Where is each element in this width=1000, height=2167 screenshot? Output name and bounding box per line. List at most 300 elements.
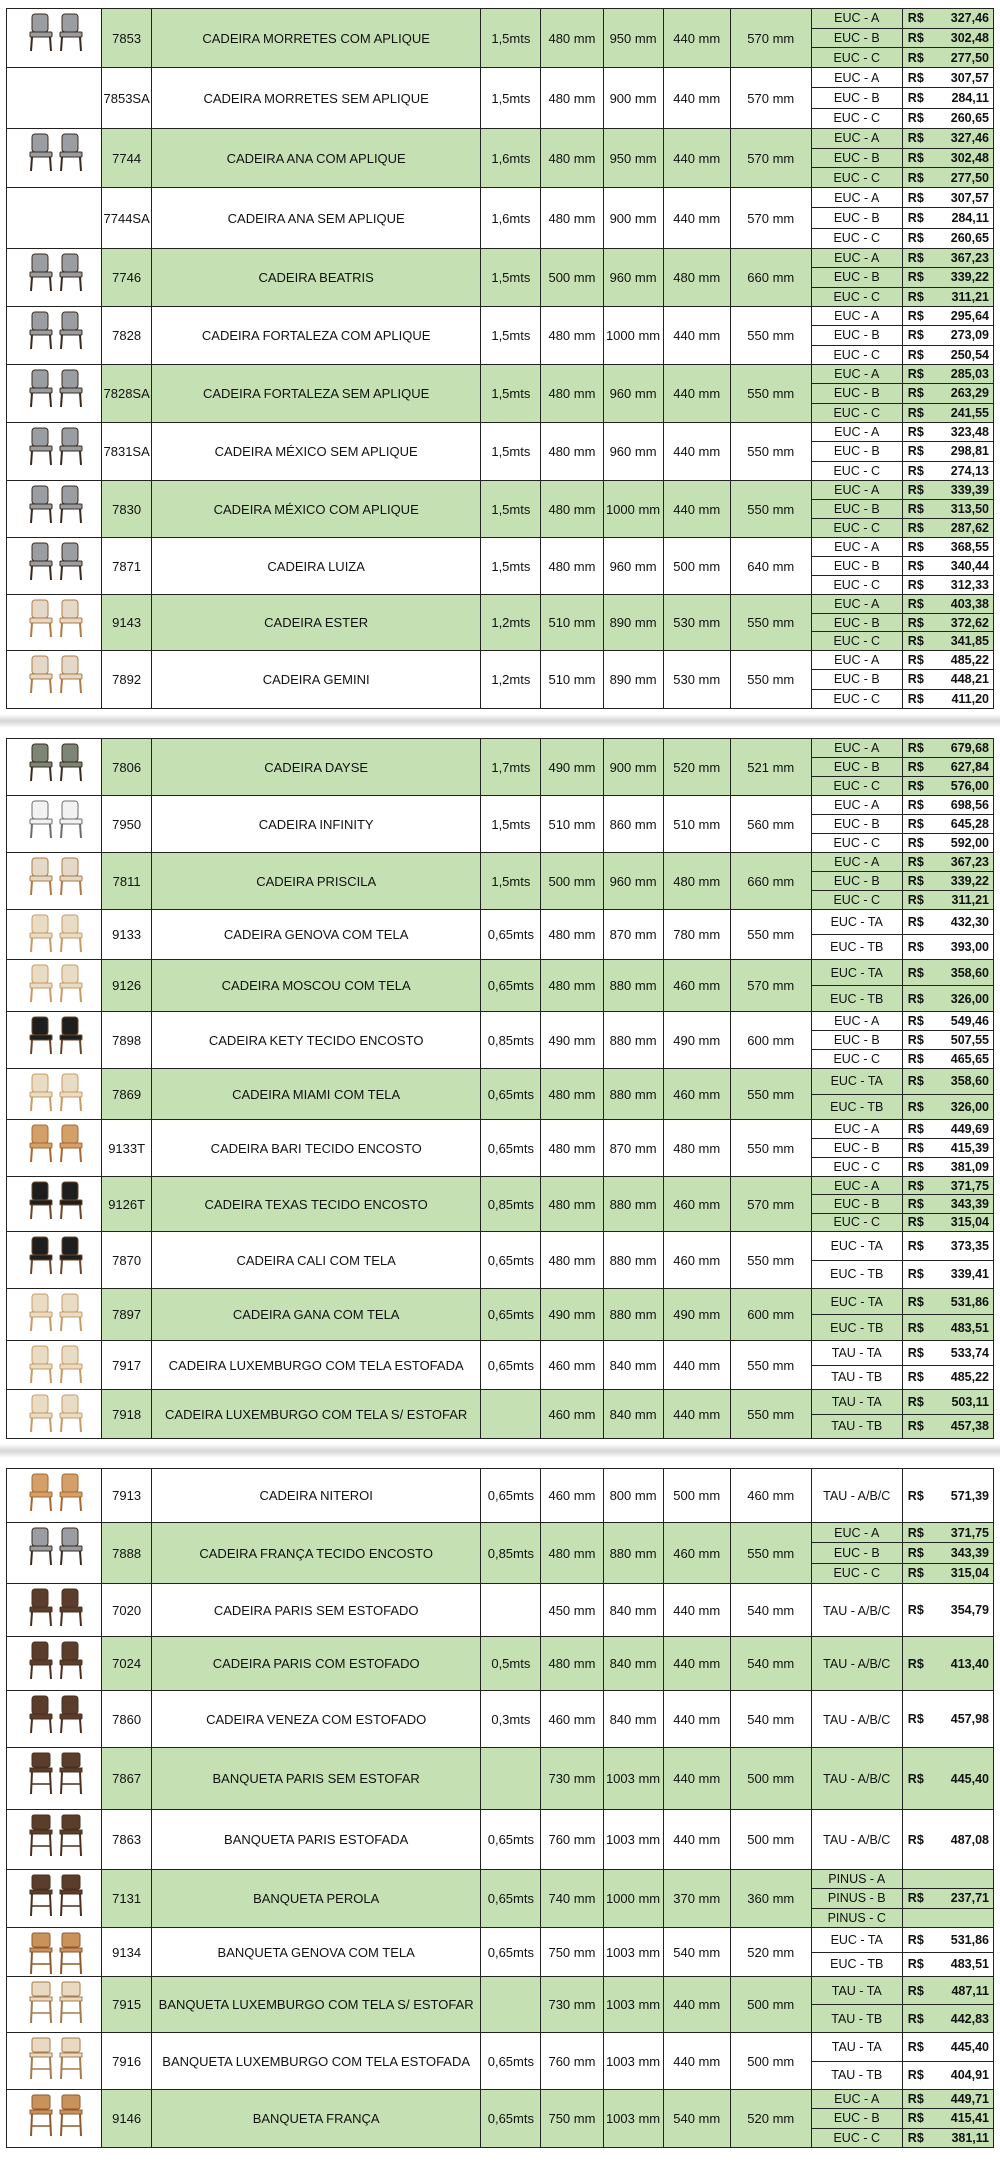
price-value: [903, 1289, 993, 1315]
product-name: CADEIRA MÉXICO SEM APLIQUE: [151, 423, 480, 481]
currency-label: R$: [907, 502, 924, 516]
currency-label: R$: [907, 817, 924, 831]
price-class: EUC - C: [833, 1160, 880, 1174]
product-image-cell: [7, 481, 102, 538]
price-class: EUC - C: [833, 1215, 880, 1230]
product-image-cell: [7, 1012, 102, 1069]
currency-label: R$: [907, 231, 924, 246]
price-amount: 372,62: [950, 615, 989, 630]
product-code: 9133: [102, 910, 152, 960]
price-table: [6, 1468, 994, 2148]
product-name: CADEIRA LUIZA: [151, 538, 480, 595]
currency-label: R$: [907, 1419, 924, 1434]
altura-value: 1003 mm: [603, 1928, 663, 1977]
price-value: [903, 853, 993, 872]
price-amount: 298,81: [950, 444, 989, 459]
stool-light-wood-icon: [15, 1980, 93, 2029]
product-image-cell: [7, 1289, 102, 1341]
currency-label: R$: [907, 874, 924, 888]
price-value: [903, 1889, 993, 1908]
product-name: CADEIRA ANA COM APLIQUE: [151, 129, 480, 188]
price-amount: 237,71: [950, 1891, 989, 1906]
currency-label: R$: [907, 1160, 924, 1174]
price-amount: 531,86: [950, 1932, 989, 1947]
price-class: EUC - A: [812, 1012, 902, 1031]
price-class: EUC - TA: [812, 1232, 902, 1261]
price-amount: 339,39: [950, 483, 989, 497]
product-image-cell: [7, 1523, 102, 1584]
table-row: [7, 1469, 994, 1523]
price-amount: 403,38: [950, 596, 989, 611]
largura-value: 480 mm: [541, 960, 603, 1012]
price-value: [903, 1195, 993, 1213]
chair-light-wood-icon: [15, 913, 93, 956]
price-class: TAU - TB: [831, 1370, 883, 1385]
product-name: CADEIRA PARIS SEM ESTOFADO: [151, 1584, 480, 1637]
price-amount: 341,85: [950, 634, 989, 649]
price-amount: 307,57: [950, 70, 989, 85]
price-value-list: [903, 1069, 993, 1119]
price-class-cell: [811, 9, 902, 68]
price-value: [903, 1095, 993, 1120]
profundidade-value: 570 mm: [730, 188, 811, 249]
altura-assento-value: 540 mm: [663, 2090, 730, 2148]
product-code: 7870: [102, 1232, 152, 1289]
largura-value: 480 mm: [541, 68, 603, 129]
largura-value: 760 mm: [541, 1810, 603, 1870]
largura-value: 490 mm: [541, 1289, 603, 1341]
price-amount: 285,03: [950, 367, 989, 382]
price-value: [903, 986, 993, 1011]
product-code: 7853SA: [102, 68, 152, 129]
price-amount: 250,54: [950, 347, 989, 362]
assento-value: 1,2mts: [481, 651, 541, 709]
currency-label: R$: [907, 915, 924, 929]
profundidade-value: 550 mm: [730, 307, 811, 365]
price-class: EUC - C: [833, 289, 880, 304]
chair-light-wood-icon: [15, 1393, 93, 1435]
table-row: [7, 423, 994, 481]
product-name: CADEIRA LUXEMBURGO COM TELA S/ ESTOFAR: [151, 1390, 480, 1439]
profundidade-value: 500 mm: [730, 1810, 811, 1870]
assento-value: [481, 1584, 541, 1637]
currency-label: R$: [907, 1033, 924, 1047]
chair-gray-icon: [15, 541, 93, 591]
altura-assento-value: 540 mm: [663, 1928, 730, 1977]
product-image-cell: [7, 1637, 102, 1691]
price-value-cell: [902, 1012, 993, 1069]
assento-value: 1,7mts: [481, 739, 541, 796]
price-amount: 571,39: [950, 1488, 989, 1503]
table-row: [7, 2033, 994, 2090]
price-class: EUC - TA: [812, 910, 902, 935]
price-value-list: [903, 188, 993, 248]
price-amount: 445,40: [950, 2039, 989, 2054]
price-class-list: [812, 796, 902, 852]
altura-assento-value: 460 mm: [663, 960, 730, 1012]
price-value: [903, 1390, 993, 1415]
price-amount: 260,65: [950, 111, 989, 126]
price-class: EUC - TA: [812, 1928, 902, 1953]
product-image-cell: [7, 651, 102, 709]
price-value: [903, 462, 993, 480]
product-code: 7131: [102, 1870, 152, 1928]
product-code: 7744: [102, 129, 152, 188]
altura-assento-value: 500 mm: [663, 538, 730, 595]
price-class-cell: [811, 910, 902, 960]
price-amount: 312,33: [950, 578, 989, 592]
price-value: [903, 1543, 993, 1563]
product-name: BANQUETA LUXEMBURGO COM TELA ESTOFADA: [151, 2033, 480, 2090]
table-row: [7, 1870, 994, 1928]
price-class-list: [812, 1120, 902, 1176]
price-class-cell: [811, 188, 902, 249]
price-amount: 367,23: [950, 855, 989, 869]
largura-value: 500 mm: [541, 249, 603, 307]
price-class: EUC - B: [812, 815, 902, 834]
product-code: 7913: [102, 1469, 152, 1523]
price-class-list: [812, 1289, 902, 1340]
chair-white-icon: [15, 799, 93, 849]
price-class: EUC - B: [812, 208, 902, 228]
price-class-cell: [811, 595, 902, 651]
currency-label: R$: [907, 893, 924, 907]
price-class: EUC - A: [812, 188, 902, 208]
currency-label: R$: [907, 328, 924, 343]
price-class-list: [812, 423, 902, 480]
price-class: TAU - TB: [831, 2068, 883, 2083]
altura-value: 1000 mm: [603, 307, 663, 365]
product-name: CADEIRA MIAMI COM TELA: [151, 1069, 480, 1120]
price-value-list: [903, 1232, 993, 1288]
product-image-cell: [7, 249, 102, 307]
price-class: EUC - C: [833, 111, 880, 126]
assento-value: 1,5mts: [481, 9, 541, 68]
price-class: PINUS - C: [827, 1910, 886, 1925]
price-class-cell: [811, 1748, 902, 1810]
altura-assento-value: 440 mm: [663, 188, 730, 249]
assento-value: 0,65mts: [481, 1870, 541, 1928]
price-class: EUC - TB: [830, 1267, 884, 1282]
price-amount: 311,21: [951, 893, 989, 907]
currency-label: R$: [907, 444, 924, 459]
price-value: [903, 168, 993, 187]
largura-value: 480 mm: [541, 365, 603, 423]
price-value: [903, 1341, 993, 1366]
price-class-list: [812, 910, 902, 959]
table-row: [7, 1523, 994, 1584]
chair-wood-icon: [15, 1472, 93, 1520]
price-class-list: [812, 1177, 902, 1231]
price-amount: 327,46: [950, 131, 989, 146]
currency-label: R$: [907, 11, 924, 26]
price-amount: 549,46: [950, 1014, 989, 1028]
largura-value: 740 mm: [541, 1870, 603, 1928]
table-row: [7, 651, 994, 709]
altura-value: 960 mm: [603, 249, 663, 307]
altura-value: 880 mm: [603, 1069, 663, 1120]
chair-gray-icon: [15, 252, 93, 303]
largura-value: 500 mm: [541, 853, 603, 910]
price-value: [903, 872, 993, 891]
profundidade-value: 570 mm: [730, 129, 811, 188]
assento-value: [481, 1390, 541, 1439]
price-value-cell: [902, 796, 993, 853]
currency-label: R$: [907, 1014, 924, 1028]
altura-value: 800 mm: [603, 1469, 663, 1523]
price-class: EUC - A: [812, 853, 902, 872]
product-name: CADEIRA LUXEMBURGO COM TELA ESTOFADA: [151, 1341, 480, 1390]
currency-label: R$: [907, 151, 924, 165]
largura-value: 510 mm: [541, 595, 603, 651]
product-code: 9146: [102, 2090, 152, 2148]
largura-value: 480 mm: [541, 188, 603, 249]
table-row: [7, 9, 994, 68]
table-row: [7, 481, 994, 538]
price-value-cell: [902, 853, 993, 910]
currency-label: R$: [907, 1267, 924, 1282]
price-class-cell: [811, 538, 902, 595]
price-value: [903, 815, 993, 834]
price-value: [903, 632, 993, 650]
profundidade-value: 550 mm: [730, 1341, 811, 1390]
assento-value: 0,85mts: [481, 1523, 541, 1584]
assento-value: 1,2mts: [481, 595, 541, 651]
currency-label: R$: [907, 210, 924, 225]
price-value: [903, 1177, 993, 1195]
product-name: BANQUETA FRANÇA: [151, 2090, 480, 2148]
price-value: [903, 229, 993, 248]
price-value-cell: [902, 1928, 993, 1977]
price-amount: 404,91: [950, 2068, 989, 2083]
price-class: TAU - TA: [812, 1390, 902, 1415]
assento-value: 1,6mts: [481, 188, 541, 249]
price-table-section-1: [6, 8, 994, 709]
altura-value: 1003 mm: [603, 1977, 663, 2033]
price-class: EUC - C: [833, 2130, 880, 2145]
price-class: TAU - A/B/C: [823, 1772, 891, 1786]
largura-value: 480 mm: [541, 1637, 603, 1691]
price-class: EUC - C: [833, 405, 880, 420]
altura-assento-value: 440 mm: [663, 2033, 730, 2090]
price-value: [903, 326, 993, 345]
altura-assento-value: 480 mm: [663, 1120, 730, 1177]
price-class: EUC - A: [812, 651, 902, 670]
altura-value: 950 mm: [603, 129, 663, 188]
price-class: EUC - B: [812, 149, 902, 169]
altura-assento-value: 500 mm: [663, 1469, 730, 1523]
price-class-cell: [811, 651, 902, 709]
price-class: EUC - B: [812, 442, 902, 461]
price-value: [903, 1031, 993, 1050]
altura-assento-value: 520 mm: [663, 739, 730, 796]
largura-value: 510 mm: [541, 651, 603, 709]
price-class-cell: [811, 481, 902, 538]
currency-label: R$: [907, 425, 924, 440]
price-value: [903, 109, 993, 128]
price-class: EUC - TA: [812, 1069, 902, 1095]
chair-wood-icon: [15, 1123, 93, 1173]
assento-value: 0,65mts: [481, 2090, 541, 2148]
price-value-list: [903, 2033, 993, 2089]
price-value: [903, 519, 993, 537]
price-value: [903, 1489, 993, 1503]
price-class: TAU - TB: [831, 1419, 883, 1434]
product-image-cell: [7, 68, 102, 129]
price-class: TAU - TA: [812, 2033, 902, 2062]
currency-label: R$: [907, 463, 924, 478]
altura-value: 900 mm: [603, 68, 663, 129]
largura-value: 730 mm: [541, 1748, 603, 1810]
price-value: [903, 739, 993, 758]
profundidade-value: 550 mm: [730, 1120, 811, 1177]
price-class-cell: [811, 1523, 902, 1584]
assento-value: 0,65mts: [481, 2033, 541, 2090]
currency-label: R$: [907, 1932, 924, 1947]
profundidade-value: 550 mm: [730, 1069, 811, 1120]
price-value-list: [903, 1012, 993, 1068]
currency-label: R$: [907, 347, 924, 362]
product-code: 7828SA: [102, 365, 152, 423]
profundidade-value: 550 mm: [730, 651, 811, 709]
price-class-cell: [811, 2090, 902, 2148]
price-amount: 295,64: [950, 309, 989, 324]
profundidade-value: 500 mm: [730, 2033, 811, 2090]
price-value-cell: [902, 1584, 993, 1637]
table-row: [7, 595, 994, 651]
price-value-list: [903, 960, 993, 1011]
price-value-list: [903, 1523, 993, 1583]
stool-dark-wood-icon: [15, 1813, 93, 1867]
price-class-cell: [811, 1120, 902, 1177]
price-value: [903, 2005, 993, 2032]
price-class-list: [812, 1870, 902, 1927]
product-name: CADEIRA FRANÇA TECIDO ENCOSTO: [151, 1523, 480, 1584]
altura-assento-value: 440 mm: [663, 1637, 730, 1691]
currency-label: R$: [907, 190, 924, 205]
product-name: CADEIRA PARIS COM ESTOFADO: [151, 1637, 480, 1691]
altura-value: 1000 mm: [603, 1870, 663, 1928]
altura-value: 860 mm: [603, 796, 663, 853]
chair-gray-icon: [15, 310, 93, 361]
price-amount: 393,00: [950, 940, 989, 954]
largura-value: 480 mm: [541, 1177, 603, 1232]
table-row: [7, 960, 994, 1012]
assento-value: 0,65mts: [481, 1069, 541, 1120]
profundidade-value: 540 mm: [730, 1584, 811, 1637]
chair-olive-icon: [15, 742, 93, 792]
price-class-list: [812, 1928, 902, 1976]
section-divider: [0, 714, 1000, 728]
price-class-list: [812, 68, 902, 128]
price-value-list: [903, 9, 993, 67]
chair-light-wood-icon: [15, 963, 93, 1008]
chair-dark-wood-icon: [15, 1640, 93, 1688]
price-class: EUC - TB: [830, 1957, 884, 1972]
currency-label: R$: [907, 1052, 924, 1066]
largura-value: 760 mm: [541, 2033, 603, 2090]
price-value-list: [903, 1289, 993, 1340]
price-value-list: [903, 68, 993, 128]
price-value: [903, 557, 993, 576]
price-class: EUC - C: [833, 50, 880, 65]
price-value: [903, 423, 993, 442]
price-class: EUC - A: [812, 796, 902, 815]
table-row: [7, 249, 994, 307]
price-value: [903, 1833, 993, 1847]
altura-assento-value: 440 mm: [663, 423, 730, 481]
price-class-cell: [811, 129, 902, 188]
product-code: 7898: [102, 1012, 152, 1069]
price-amount: 340,44: [950, 559, 989, 573]
table-row: [7, 68, 994, 129]
price-value: [903, 614, 993, 633]
product-image-cell: [7, 1232, 102, 1289]
price-class: EUC - TA: [812, 960, 902, 986]
price-class-list: [812, 129, 902, 187]
product-code: 7863: [102, 1810, 152, 1870]
altura-assento-value: 440 mm: [663, 1691, 730, 1748]
altura-value: 840 mm: [603, 1584, 663, 1637]
price-amount: 533,74: [950, 1345, 989, 1360]
price-class-list: [812, 1390, 902, 1438]
price-class: EUC - C: [833, 634, 880, 649]
assento-value: 0,65mts: [481, 1341, 541, 1390]
chair-black-icon: [15, 1235, 93, 1285]
altura-value: 1003 mm: [603, 1748, 663, 1810]
price-value: [903, 1214, 993, 1231]
price-class-cell: [811, 1289, 902, 1341]
product-image-cell: [7, 1870, 102, 1928]
altura-assento-value: 480 mm: [663, 249, 730, 307]
price-table: [6, 738, 994, 1439]
price-class-cell: [811, 1584, 902, 1637]
currency-label: R$: [907, 2011, 924, 2026]
price-class-list: [812, 2090, 902, 2147]
product-image-cell: [7, 1469, 102, 1523]
price-value-cell: [902, 1469, 993, 1523]
price-amount: 448,21: [950, 672, 989, 687]
price-value: [903, 1139, 993, 1158]
price-class: EUC - B: [812, 614, 902, 633]
profundidade-value: 500 mm: [730, 1748, 811, 1810]
price-value: [903, 249, 993, 268]
price-class-cell: [811, 1177, 902, 1232]
product-name: CADEIRA KETY TECIDO ENCOSTO: [151, 1012, 480, 1069]
price-class-list: [812, 1069, 902, 1119]
assento-value: 1,5mts: [481, 796, 541, 853]
price-amount: 260,65: [950, 231, 989, 246]
product-image-cell: [7, 1177, 102, 1232]
assento-value: 0,65mts: [481, 1289, 541, 1341]
profundidade-value: 570 mm: [730, 68, 811, 129]
price-class-list: [812, 595, 902, 650]
currency-label: R$: [907, 111, 924, 126]
profundidade-value: 550 mm: [730, 423, 811, 481]
largura-value: 480 mm: [541, 1523, 603, 1584]
currency-label: R$: [907, 578, 924, 592]
product-image-cell: [7, 910, 102, 960]
price-value: [903, 1909, 993, 1927]
largura-value: 460 mm: [541, 1691, 603, 1748]
price-amount: 302,48: [950, 151, 989, 165]
price-class: EUC - A: [812, 129, 902, 149]
price-class: EUC - B: [812, 326, 902, 345]
currency-label: R$: [907, 289, 924, 304]
price-amount: 442,83: [950, 2011, 989, 2026]
currency-label: R$: [907, 2092, 924, 2107]
largura-value: 460 mm: [541, 1469, 603, 1523]
